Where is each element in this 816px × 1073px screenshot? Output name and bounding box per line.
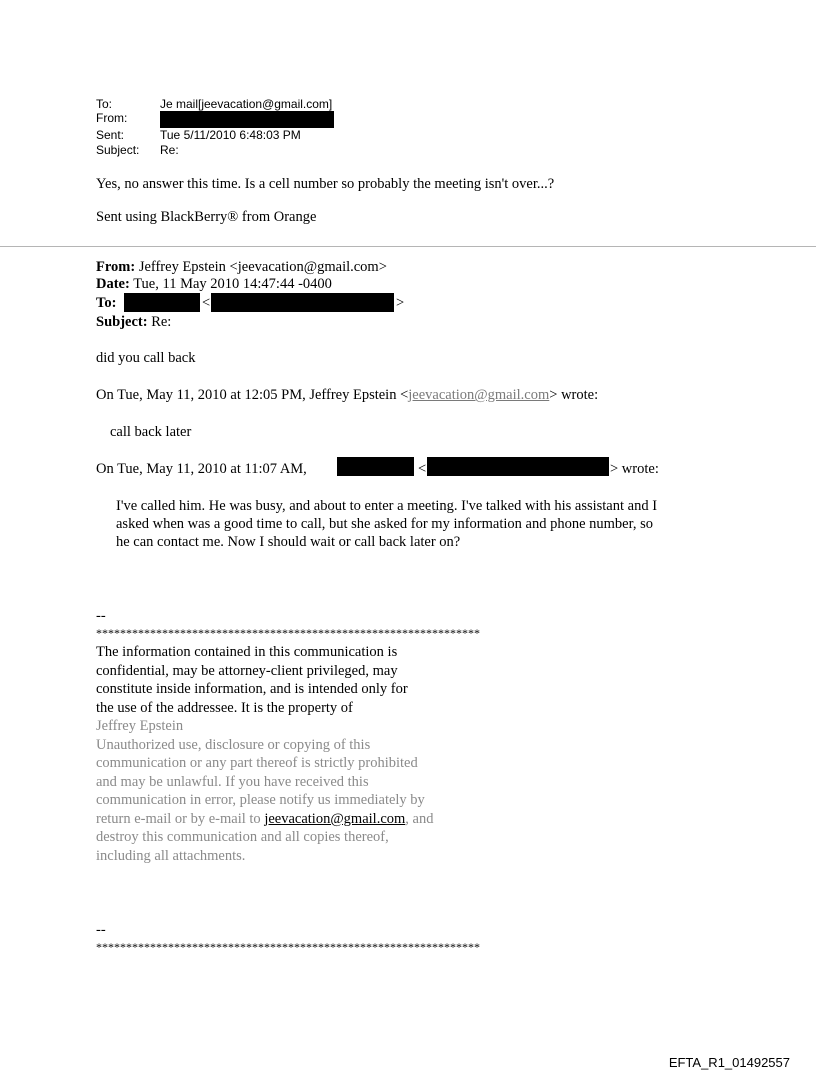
lt-symbol: < [202,295,211,311]
inner-subject [96,313,171,331]
disclaimer-text: Unauthorized use, disclosure or copying of this [96,736,371,753]
disclaimer-text: constitute inside information, and is intended only for [96,681,408,697]
gt-symbol: > [396,295,405,311]
message-text: he can contact me. Now I should wait or call back later on? [116,534,461,550]
quote-attribution: On Tue, May 11, 2010 at 11:07 AM, [96,461,307,477]
inner-from-value: Jeffrey Epstein <jeevacation@gmail.com> [138,259,387,275]
inner-from-label: From: [96,259,136,275]
inner-subject-label: Subject: [96,314,148,330]
signature-dashes: -- [96,922,106,938]
disclaimer-text: communication or any part thereof is strictly prohibited [96,755,418,771]
disclaimer-text: return e-mail or by e-mail to jeevacation@gmail.com, and [96,810,434,827]
quote-attribution: On Tue, May 11, 2010 at 12:05 PM, Jeffrey Epstein <jeevacation@gmail.com> wrote: [96,387,599,403]
sent-value: Tue 5/11/2010 6:48:03 PM [160,128,301,142]
inner-date [96,275,332,293]
separator-rule [0,246,816,247]
redaction-bar [337,457,414,476]
redaction-bar [211,293,394,312]
email-link[interactable]: jeevacation@gmail.com [408,387,550,403]
stars-line: **************************************************************** [96,626,480,640]
disclaimer-text: confidential, may be attorney-client privileged, may [96,662,398,679]
message-text: call back later [110,424,192,440]
redaction-bar [160,111,334,128]
document-id: EFTA_R1_01492557 [668,1055,790,1070]
message-text: I've called him. He was busy, and about to enter a meeting. I've talked with his assistant and I [116,498,658,514]
message-text: did you call back [96,350,196,366]
signature-dashes: -- [96,608,106,624]
disclaimer-text: The information contained in this communication is [96,644,398,660]
disclaimer-text: the use of the addressee. It is the property of [96,699,353,716]
to-value: Je mail[jeevacation@gmail.com] [160,97,333,111]
disclaimer-text: destroy this communication and all copies thereof, [96,829,389,845]
to-label: To: [96,97,113,111]
lt-symbol: < [418,461,427,477]
disclaimer-text: and may be unlawful. If you have received this [96,773,369,790]
redaction-bar [427,457,609,476]
disclaimer-text: Jeffrey Epstein [96,718,184,734]
inner-date-value: Tue, 11 May 2010 14:47:44 -0400 [133,276,332,292]
inner-date-label: Date: [96,276,130,292]
disclaimer-text: communication in error, please notify us immediately by [96,792,425,808]
message-text: asked when was a good time to call, but she asked for my information and phone number, so [116,516,654,532]
redaction-bar [124,293,200,312]
subject-label: Subject: [96,143,140,157]
subject-value: Re: [160,143,179,157]
from-label: From: [96,111,128,125]
inner-subject-value: Re: [151,314,172,330]
email-link[interactable]: jeevacation@gmail.com [264,810,406,827]
sent-label: Sent: [96,128,125,142]
quote-suffix: > wrote: [610,461,659,477]
inner-to-label: To: [96,295,117,311]
body-line: Yes, no answer this time. Is a cell number so probably the meeting isn't over...? [96,176,555,192]
inner-from [96,258,387,276]
disclaimer-text: including all attachments. [96,847,246,864]
stars-line: **************************************************************** [96,940,480,954]
signature: Sent using BlackBerry® from Orange [96,209,317,225]
